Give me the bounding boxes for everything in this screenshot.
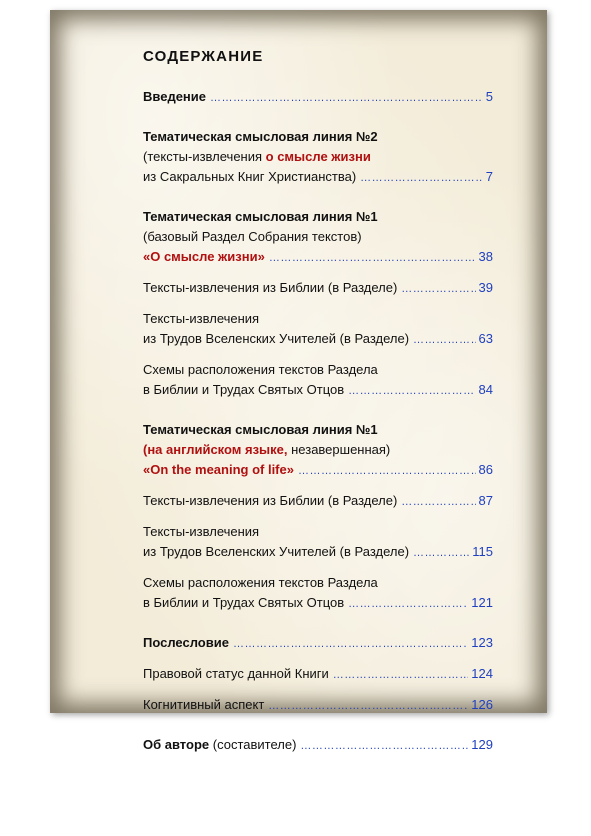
leader-dots — [413, 330, 476, 350]
section-heading: Тематическая смысловая линия №1 — [143, 209, 378, 224]
toc-entry[interactable] — [143, 695, 493, 716]
page-number: 115 — [472, 544, 493, 559]
toc-label-line: Тексты-извлечения — [143, 524, 260, 539]
toc-label-line: Тексты-извлечения — [143, 311, 260, 326]
leader-dots — [210, 88, 483, 108]
page-number: 86 — [478, 462, 493, 477]
page-number: 5 — [485, 89, 493, 104]
toc-entry[interactable] — [143, 329, 493, 350]
page-number: 123 — [471, 635, 493, 650]
toc-entry[interactable] — [143, 491, 493, 512]
leader-dots — [333, 665, 469, 685]
leader-dots — [360, 168, 483, 188]
toc-label: Тексты-извлечения из Библии (в Разделе) — [143, 493, 398, 508]
toc-entry[interactable] — [143, 593, 493, 614]
page-number: 124 — [471, 666, 493, 681]
toc-label-line: Схемы расположения текстов Раздела — [143, 575, 378, 590]
leader-dots — [348, 594, 468, 614]
page-number: 87 — [478, 493, 493, 508]
toc-entry-intro[interactable] — [143, 87, 493, 108]
page-number: 39 — [478, 280, 493, 295]
leader-dots — [401, 279, 475, 299]
toc-entry-line1-en[interactable] — [143, 460, 493, 481]
page-number: 126 — [471, 697, 493, 712]
section-subtitle: (на английском языке, незавершенная) — [143, 442, 391, 457]
toc-entry-line1[interactable] — [143, 247, 493, 268]
page-number: 84 — [478, 382, 493, 397]
toc-entry-author[interactable] — [143, 735, 493, 756]
toc-entry[interactable] — [143, 380, 493, 401]
toc-label: «О смысле жизни» — [143, 249, 265, 264]
page-number: 121 — [471, 595, 493, 610]
toc-label: Правовой статус данной Книги — [143, 666, 329, 681]
toc-label: из Трудов Вселенских Учителей (в Разделе) — [143, 544, 410, 559]
section-subtitle: (базовый Раздел Собрания текстов) — [143, 229, 362, 244]
toc-entry[interactable] — [143, 542, 493, 563]
section-subtitle: (тексты-извлечения о смысле жизни — [143, 149, 371, 164]
page-title: СОДЕРЖАНИЕ — [143, 48, 264, 65]
toc-label: «On the meaning of life» — [143, 462, 294, 477]
toc-label: из Сакральных Книг Христианства) — [143, 169, 357, 184]
table-of-contents — [143, 48, 493, 756]
toc-entry[interactable] — [143, 664, 493, 685]
page-number: 7 — [485, 169, 493, 184]
toc-entry[interactable] — [143, 278, 493, 299]
toc-label: Когнитивный аспект — [143, 697, 265, 712]
leader-dots — [401, 492, 475, 512]
page-number: 129 — [471, 737, 493, 752]
leader-dots — [298, 461, 476, 481]
toc-label-line: Схемы расположения текстов Раздела — [143, 362, 378, 377]
leader-dots — [233, 634, 468, 654]
section-heading: Тематическая смысловая линия №1 — [143, 422, 378, 437]
leader-dots — [348, 381, 475, 401]
toc-label: в Библии и Трудах Святых Отцов — [143, 595, 345, 610]
toc-label: Тексты-извлечения из Библии (в Разделе) — [143, 280, 398, 295]
toc-label: из Трудов Вселенских Учителей (в Разделе) — [143, 331, 410, 346]
leader-dots — [268, 696, 468, 716]
page-number: 38 — [478, 249, 493, 264]
section-heading: Тематическая смысловая линия №2 — [143, 129, 378, 144]
toc-entry-line2[interactable] — [143, 167, 493, 188]
toc-label: в Библии и Трудах Святых Отцов — [143, 382, 345, 397]
leader-dots — [413, 543, 469, 563]
toc-label: Об авторе (составителе) — [143, 737, 297, 752]
leader-dots — [269, 248, 476, 268]
toc-entry-afterword[interactable] — [143, 633, 493, 654]
toc-label: Введение — [143, 89, 206, 104]
leader-dots — [300, 736, 468, 756]
toc-label: Послесловие — [143, 635, 229, 650]
page-number: 63 — [478, 331, 493, 346]
